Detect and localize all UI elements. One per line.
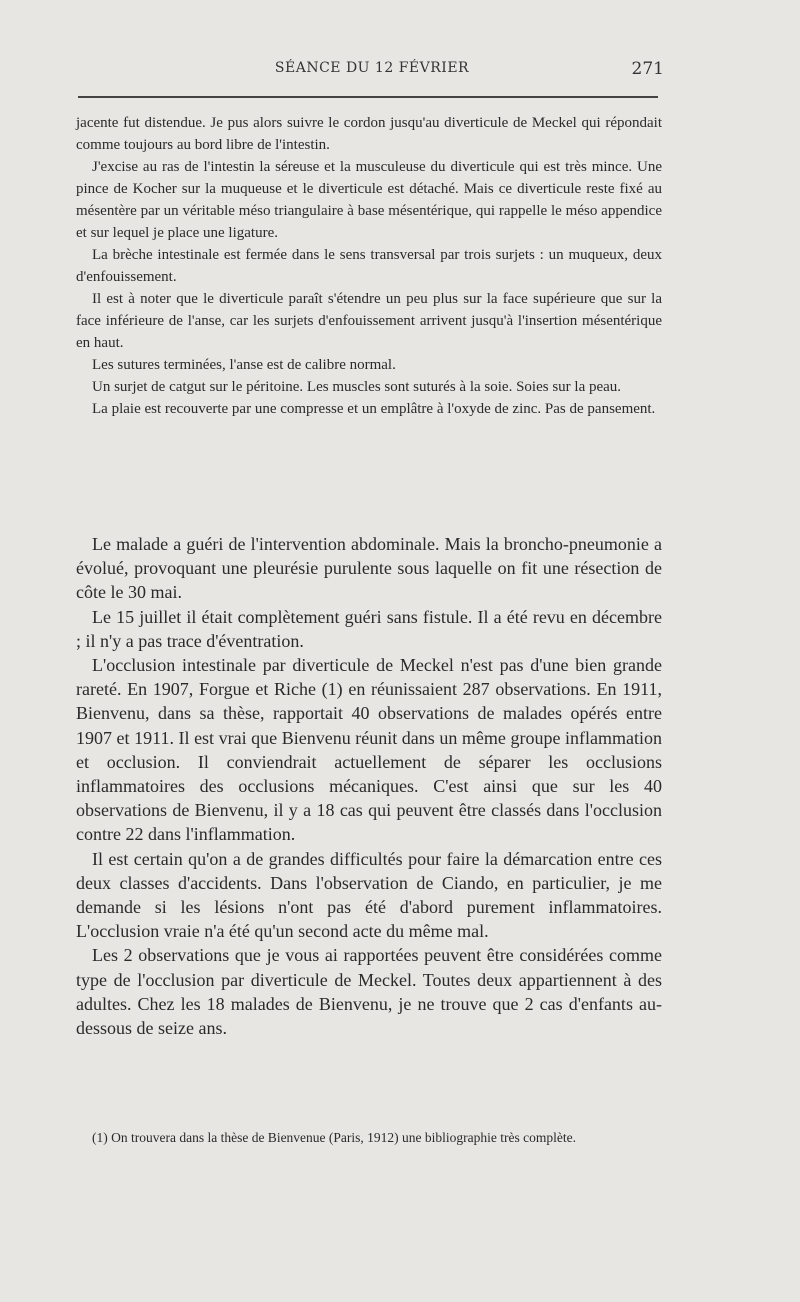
footnote-text: (1) On trouvera dans la thèse de Bienvenue (Paris, 1912) une bibliographie très complète. [92, 1130, 576, 1145]
header-rule [78, 96, 658, 98]
paragraph: Les 2 observations que je vous ai rapportées peuvent être considérées comme type de l'occlusion par diverticule de Meckel. Toutes deux appartiennent à des adultes. Chez les 18 malades de Bienvenu, je ne trouve que 2 cas d'enfants au-dessous de seize ans. [76, 945, 662, 1039]
discussion-text [76, 532, 662, 1040]
paragraph: L'occlusion intestinale par diverticule de Meckel n'est pas d'une bien grande rareté. En 1907, Forgue et Riche (1) en réunissaient 287 observations. En 1911, Bienvenu, dans sa thèse, rapportait 40 observations de malades opérés entre 1907 et 1911. Il est vrai que Bienvenu réunit dans un même groupe inflammation et occlusion. Il conviendrait actuellement de séparer les occlusions inflammatoires des occlusions mécaniques. C'est ainsi que sur les 40 observations de Bienvenu, il y a 18 cas qui peuvent être classés dans l'occlusion contre 22 dans l'inflammation. [76, 655, 662, 845]
paragraph: Il est à noter que le diverticule paraît s'étendre un peu plus sur la face supérieure que sur la face inférieure de l'anse, car les surjets d'enfouissement arrivent jusqu'à l'insertion mésentérique en haut. [76, 291, 662, 351]
observation-text [76, 112, 662, 420]
header-title: SÉANCE DU 12 FÉVRIER [274, 60, 470, 76]
paragraph: La brèche intestinale est fermée dans le sens transversal par trois surjets : un muqueux, deux d'enfouissement. [76, 247, 662, 285]
paragraph: jacente fut distendue. Je pus alors suivre le cordon jusqu'au diverticule de Meckel qui répondait comme toujours au bord libre de l'intestin. [76, 115, 662, 153]
paragraph: J'excise au ras de l'intestin la séreuse et la musculeuse du diverticule qui est très mince. Une pince de Kocher sur la muqueuse et le diverticule est détaché. Mais ce diverticule reste fixé au mésentère par un véritable méso triangulaire à base mésentérique, qui rappelle le méso appendice et sur lequel je place une ligature. [76, 159, 662, 241]
paragraph: Un surjet de catgut sur le péritoine. Les muscles sont suturés à la soie. Soies sur la peau. [92, 379, 622, 395]
page-number: 271 [631, 59, 664, 79]
running-header [76, 60, 668, 84]
footnote [76, 1128, 662, 1148]
paragraph: Les sutures terminées, l'anse est de calibre normal. [92, 357, 396, 373]
paragraph: Il est certain qu'on a de grandes difficultés pour faire la démarcation entre ces deux classes d'accidents. Dans l'observation de Ciando, en particulier, je me demande si les lésions n'ont pas été d'abord purement inflammatoires. L'occlusion vraie n'a été qu'un second acte du même mal. [76, 848, 662, 942]
paragraph: Le 15 juillet il était complètement guéri sans fistule. Il a été revu en décembre ; il n'y a pas trace d'éventration. [76, 606, 662, 651]
paragraph: La plaie est recouverte par une compresse et un emplâtre à l'oxyde de zinc. Pas de pansement. [92, 401, 656, 417]
paragraph: Le malade a guéri de l'intervention abdominale. Mais la broncho-pneumonie a évolué, provoquant une pleurésie purulente sous laquelle on fit une résection de côte le 30 mai. [76, 534, 662, 603]
